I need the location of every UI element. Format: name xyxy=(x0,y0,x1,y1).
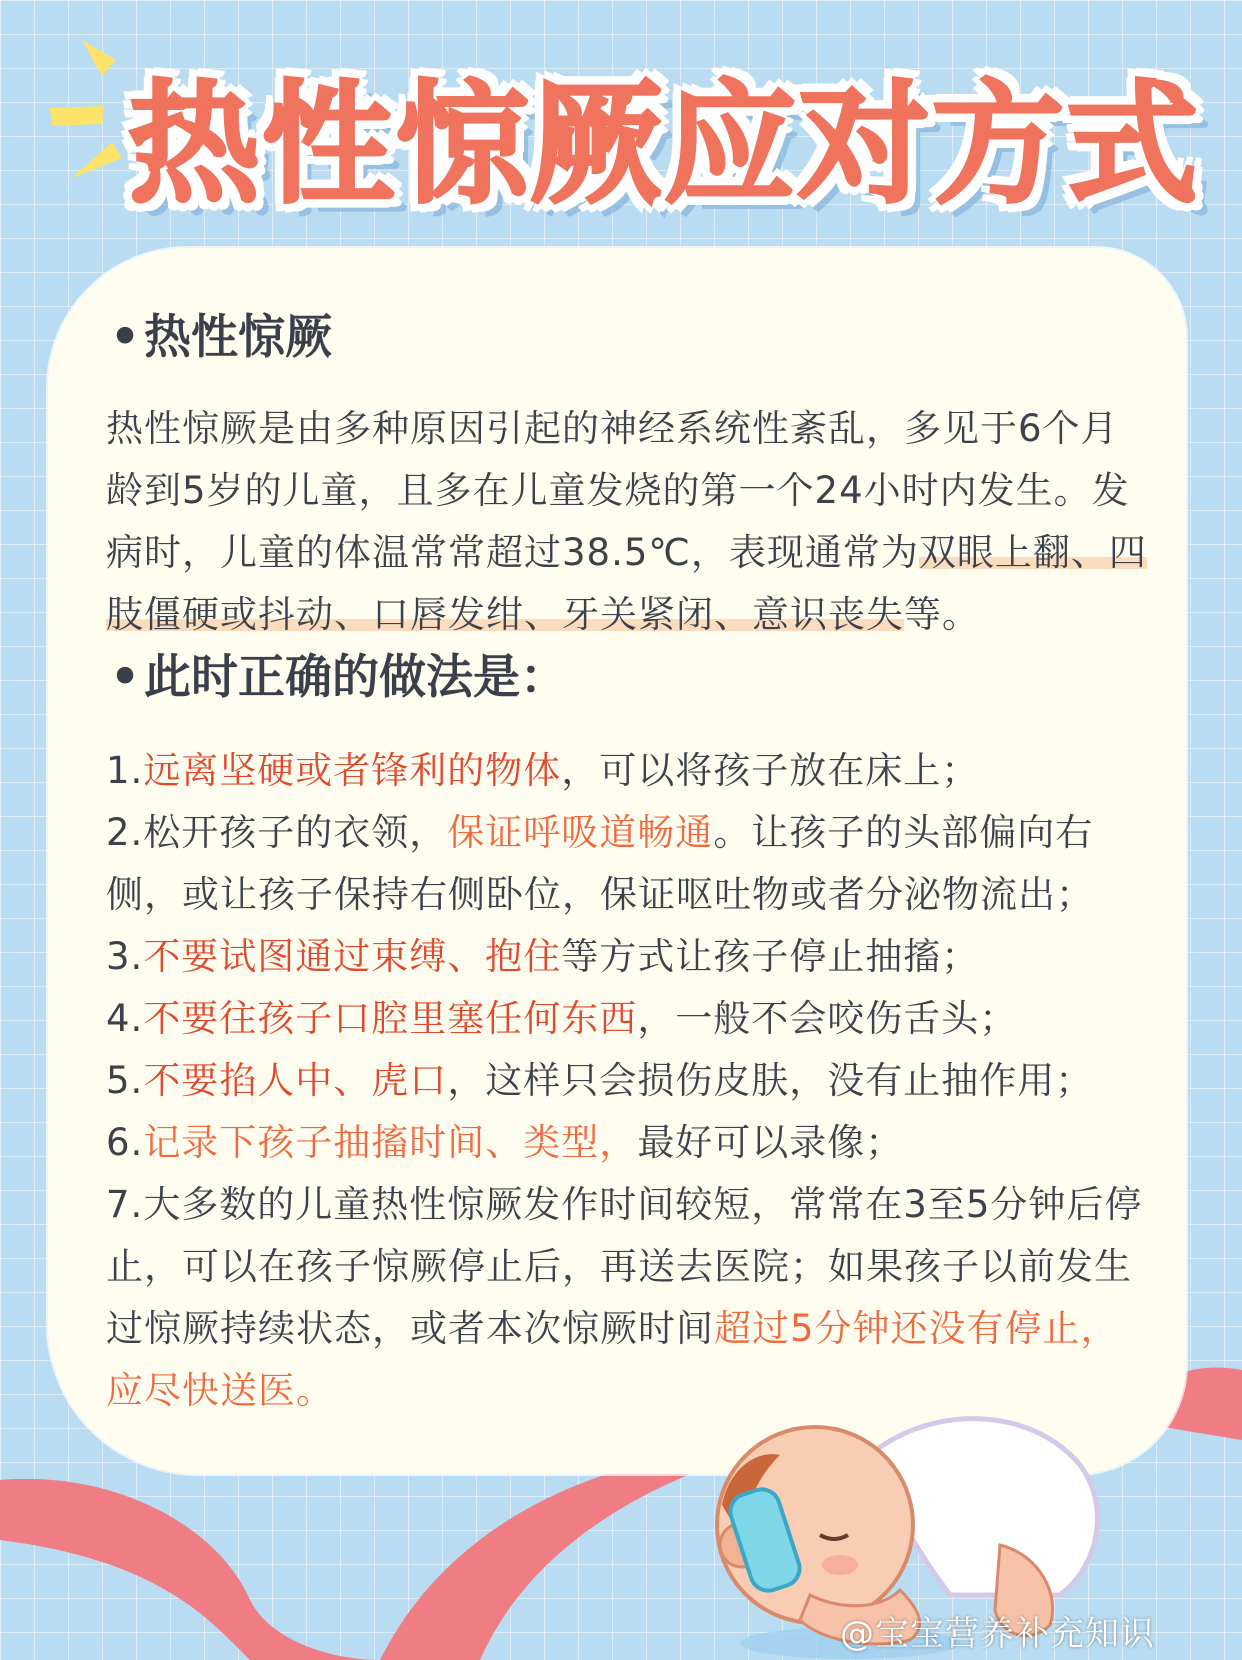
section-heading-2: •此时正确的做法是： xyxy=(110,650,567,705)
list-item: 1.远离坚硬或者锋利的物体，可以将孩子放在床上； xyxy=(106,749,980,792)
list-item: 4.不要往孩子口腔里塞任何东西，一般不会咬伤舌头； xyxy=(106,997,1018,1040)
watermark: @宝宝营养补充知识 xyxy=(840,1614,1155,1654)
list-item-cont: 侧，或让孩子保持右侧卧位，保证呕吐物或者分泌物流出； xyxy=(106,873,1094,916)
page-title: 热性惊厥应对方式 xyxy=(128,68,1200,222)
list-item: 7.大多数的儿童热性惊厥发作时间较短，常常在3至5分钟后停 xyxy=(106,1183,1143,1226)
list-item: 2.松开孩子的衣领，保证呼吸道畅通。让孩子的头部偏向右 xyxy=(106,811,1094,854)
bullet-icon: • xyxy=(110,650,141,705)
steps-list xyxy=(106,740,1146,1422)
highlight-symptoms: 双眼上翻、四 xyxy=(918,531,1147,574)
section-heading-1: •热性惊厥 xyxy=(110,310,332,365)
list-item-cont: 过惊厥持续状态，或者本次惊厥时间超过5分钟还没有停止， xyxy=(106,1307,1119,1350)
list-item-cont: 应尽快送医。 xyxy=(106,1369,334,1412)
bullet-icon: • xyxy=(110,310,141,365)
highlight-symptoms-cont: 肢僵硬或抖动、口唇发绀、牙关紧闭、意识丧失 xyxy=(106,593,904,636)
list-item: 6.记录下孩子抽搐时间、类型，最好可以录像； xyxy=(106,1121,904,1164)
title-banner xyxy=(0,60,1242,230)
list-item: 3.不要试图通过束缚、抱住等方式让孩子停止抽搐； xyxy=(106,935,980,978)
list-item-cont: 止，可以在孩子惊厥停止后，再送去医院；如果孩子以前发生 xyxy=(106,1245,1132,1288)
section-1-paragraph: 热性惊厥是由多种原因引起的神经系统性紊乱，多见于6个月 龄到5岁的儿童，且多在儿童发烧的第一个24小时内发生。发 病时，儿童的体温常常超过38.5℃，表现通常为双眼上翻、四 肢僵硬或抖动、口唇发绀、牙关紧闭、意识丧失等。 xyxy=(106,407,1147,636)
list-item: 5.不要掐人中、虎口，这样只会损伤皮肤，没有止抽作用； xyxy=(106,1059,1094,1102)
